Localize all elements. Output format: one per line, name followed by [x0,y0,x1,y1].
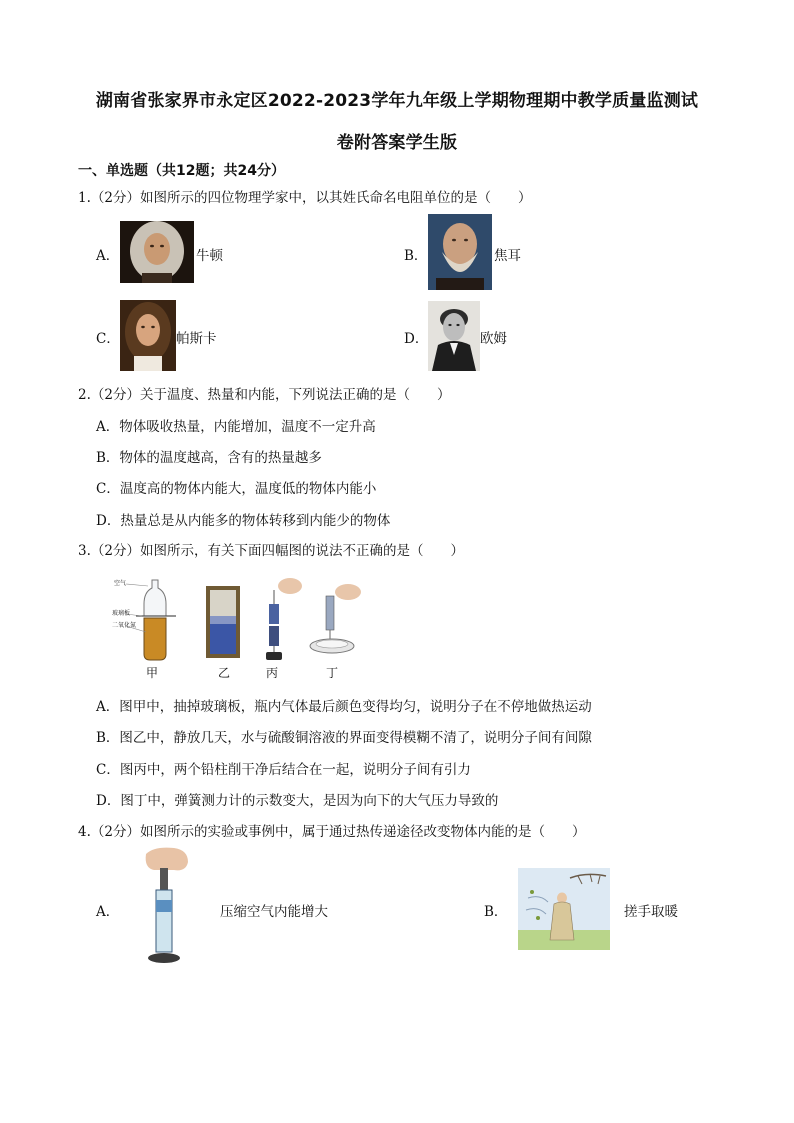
q2-option-a: A．物体吸收热量，内能增加，温度不一定升高 [96,419,376,435]
air-compression-piston-image [140,846,190,968]
q1-option-d-label: 欧姆 [480,331,507,347]
caption-yi: 乙 [218,666,231,680]
q3-option-c: C．图丙中，两个铅柱削干净后结合在一起，说明分子间有引力 [96,762,471,778]
figure-bing-lead-cylinders [258,576,302,662]
fig-label-no2: 二氧化氮 [112,622,137,629]
q4-option-a-letter: A． [96,904,120,920]
q4-option-b-label: 搓手取暖 [624,904,678,920]
caption-jia: 甲 [146,666,159,680]
caption-bing: 丙 [266,666,279,680]
question-3-stem: 3.（2分）如图所示，有关下面四幅图的说法不正确的是（ ） [78,543,464,559]
caption-ding: 丁 [326,666,339,680]
q1-option-a-label: 牛顿 [196,248,223,264]
rubbing-hands-cartoon-image [518,868,610,950]
exam-title-line-2: 卷附答案学生版 [336,133,458,153]
figure-ding-spring-scale [304,582,362,660]
section-heading: 一、单选题（共12题；共24分） [78,163,285,179]
q3-option-a: A．图甲中，抽掉玻璃板，瓶内气体最后颜色变得均匀，说明分子在不停地做热运动 [96,699,592,715]
q2-option-d: D．热量总是从内能多的物体转移到内能少的物体 [96,513,391,529]
newton-portrait-image [120,221,194,283]
ohm-portrait-image [428,301,480,371]
question-2-stem: 2.（2分）关于温度、热量和内能，下列说法正确的是（ ） [78,387,451,403]
q4-option-a-label: 压缩空气内能增大 [220,904,328,920]
q1-option-b-letter: B． [404,248,428,264]
question-4-stem: 4.（2分）如图所示的实验或事例中，属于通过热传递途径改变物体内能的是（ ） [78,824,586,840]
q4-option-b-letter: B． [484,904,508,920]
q3-option-d: D．图丁中，弹簧测力计的示数变大，是因为向下的大气压力导致的 [96,793,499,809]
figure-yi-diffusion-cylinder [206,586,240,658]
q2-option-b: B．物体的温度越高，含有的热量越多 [96,450,322,466]
q1-option-b-label: 焦耳 [494,248,521,264]
fig-label-air: 空气 [114,580,127,587]
q1-option-c-letter: C． [96,331,120,347]
q2-option-c: C．温度高的物体内能大，温度低的物体内能小 [96,481,377,497]
q3-option-b: B．图乙中，静放几天，水与硫酸铜溶液的界面变得模糊不清了，说明分子间有间隙 [96,730,592,746]
joule-portrait-image [428,214,492,290]
question-1-stem: 1.（2分）如图所示的四位物理学家中，以其姓氏命名电阻单位的是（ ） [78,190,532,206]
q1-option-d-letter: D． [404,331,429,347]
fig-label-glass-plate: 玻璃板 [112,610,131,617]
q1-option-a-letter: A． [96,248,120,264]
figure-jia-gas-diffusion [112,576,178,662]
pascal-portrait-image [120,300,176,371]
exam-title-line-1: 湖南省张家界市永定区2022-2023学年九年级上学期物理期中教学质量监测试 [95,91,699,111]
q1-option-c-label: 帕斯卡 [176,331,217,347]
